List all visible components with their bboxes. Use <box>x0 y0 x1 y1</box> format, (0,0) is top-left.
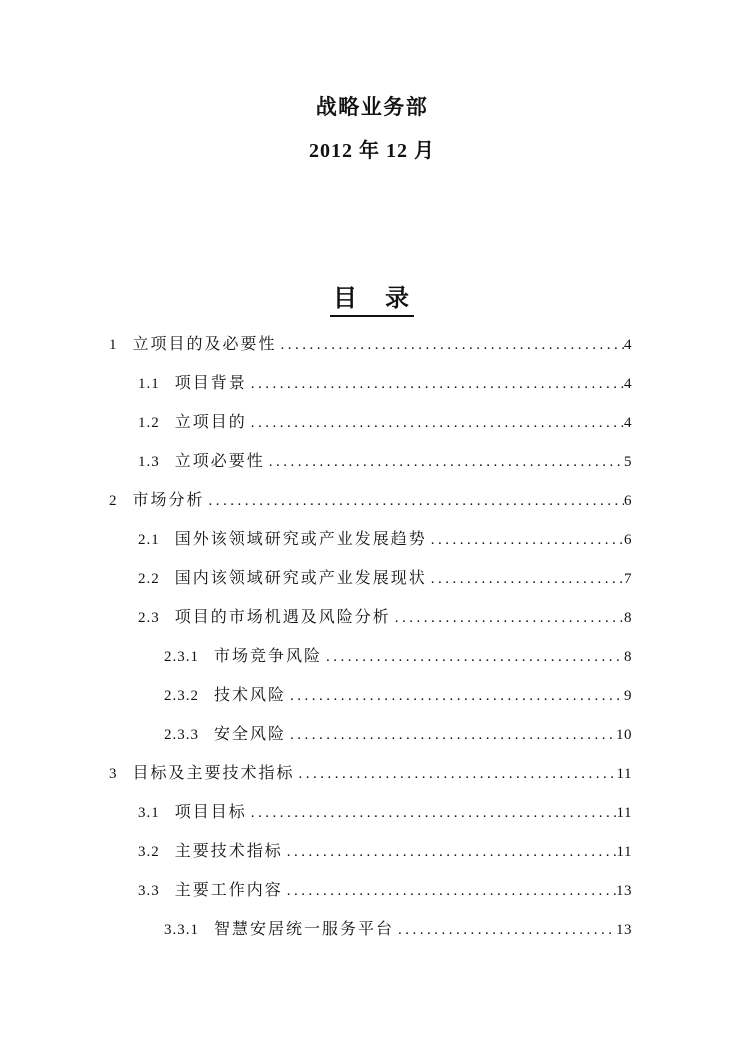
toc-entry-page: 11 <box>616 844 632 860</box>
toc-entry[interactable] <box>0 871 632 910</box>
toc-leader-dots <box>209 482 624 521</box>
toc-title: 目 录 <box>330 286 414 317</box>
toc-entry[interactable] <box>0 715 632 754</box>
toc-entry-page: 4 <box>624 376 632 392</box>
toc-entry-title: 项目目标 <box>174 804 247 821</box>
toc-entry-page: 13 <box>616 883 632 899</box>
toc-heading-wrap <box>0 286 744 317</box>
toc-entry-title: 国内该领域研究或产业发展现状 <box>174 570 427 587</box>
toc-entry-page: 4 <box>624 415 632 431</box>
toc-entry-page: 9 <box>624 688 632 704</box>
toc-entry-number: 2 <box>109 493 118 509</box>
toc-entry-number: 1.3 <box>138 454 160 470</box>
toc-entry-number: 2.1 <box>138 532 160 548</box>
toc-leader-dots <box>326 638 624 677</box>
toc-entry[interactable] <box>0 910 632 949</box>
toc-entry-page: 4 <box>624 337 632 353</box>
toc-entry-title: 主要工作内容 <box>174 882 283 899</box>
toc-entry[interactable] <box>0 832 632 871</box>
toc-entry-page: 8 <box>624 610 632 626</box>
toc-entry-title: 立项目的 <box>174 414 247 431</box>
toc-entry-page: 11 <box>616 766 632 782</box>
toc-entry-page: 13 <box>616 922 632 938</box>
toc-entry[interactable] <box>0 364 632 403</box>
toc-entry[interactable] <box>0 598 632 637</box>
toc-entry-page: 11 <box>616 805 632 821</box>
toc-leader-dots <box>251 365 624 404</box>
toc-leader-dots <box>287 833 617 872</box>
toc-leader-dots <box>287 872 616 911</box>
toc-entry-number: 2.3.3 <box>164 727 199 743</box>
toc-entry-title: 目标及主要技术指标 <box>132 765 295 782</box>
toc-leader-dots <box>251 794 617 833</box>
toc-entry-number: 3.1 <box>138 805 160 821</box>
toc-entry-title: 主要技术指标 <box>174 843 283 860</box>
toc-entry[interactable] <box>0 754 632 793</box>
toc-leader-dots <box>290 716 616 755</box>
toc-entry-number: 3.3.1 <box>164 922 199 938</box>
toc-entry[interactable] <box>0 442 632 481</box>
toc-entry[interactable] <box>0 520 632 559</box>
toc-leader-dots <box>290 677 624 716</box>
toc-entry-number: 1.2 <box>138 415 160 431</box>
toc-entry-title: 市场竞争风险 <box>214 648 323 665</box>
toc-entry-page: 6 <box>624 532 632 548</box>
toc-entry-number: 3 <box>109 766 118 782</box>
toc-entry-title: 国外该领域研究或产业发展趋势 <box>174 531 427 548</box>
toc-entry-number: 3.3 <box>138 883 160 899</box>
toc-entry-title: 立项必要性 <box>174 453 265 470</box>
toc-entry-page: 8 <box>624 649 632 665</box>
toc-entry-title: 项目的市场机遇及风险分析 <box>174 609 391 626</box>
toc-leader-dots <box>398 911 616 950</box>
toc-entry-number: 2.2 <box>138 571 160 587</box>
toc-entry-page: 5 <box>624 454 632 470</box>
doc-date: 2012 年 12 月 <box>309 140 435 162</box>
doc-department-title: 战略业务部 <box>315 95 429 119</box>
toc-entry-number: 2.3.2 <box>164 688 199 704</box>
toc-leader-dots <box>299 755 617 794</box>
toc-entry-number: 3.2 <box>138 844 160 860</box>
toc-entry-title: 智慧安居统一服务平台 <box>214 921 395 938</box>
toc-entry-title: 项目背景 <box>174 375 247 392</box>
toc-entry-page: 6 <box>624 493 632 509</box>
toc-leader-dots <box>431 560 624 599</box>
toc-entry-number: 2.3.1 <box>164 649 199 665</box>
toc-leader-dots <box>395 599 624 638</box>
toc-entry-title: 立项目的及必要性 <box>132 336 277 353</box>
toc-entry[interactable] <box>0 325 632 364</box>
toc-entry[interactable] <box>0 403 632 442</box>
toc-entry[interactable] <box>0 637 632 676</box>
toc-entry[interactable] <box>0 793 632 832</box>
toc-leader-dots <box>281 326 624 365</box>
toc-leader-dots <box>251 404 624 443</box>
toc-leader-dots <box>431 521 624 560</box>
toc-entry[interactable] <box>0 481 632 520</box>
toc-entry-number: 1.1 <box>138 376 160 392</box>
toc-entry-page: 10 <box>616 727 632 743</box>
toc-entry[interactable] <box>0 559 632 598</box>
toc-entry-title: 安全风险 <box>214 726 287 743</box>
toc-entry-number: 1 <box>109 337 118 353</box>
toc-entry-page: 7 <box>624 571 632 587</box>
toc-list <box>0 325 744 949</box>
toc-entry-number: 2.3 <box>138 610 160 626</box>
toc-entry-title: 技术风险 <box>214 687 287 704</box>
toc-entry[interactable] <box>0 676 632 715</box>
toc-leader-dots <box>269 443 624 482</box>
toc-entry-title: 市场分析 <box>132 492 205 509</box>
